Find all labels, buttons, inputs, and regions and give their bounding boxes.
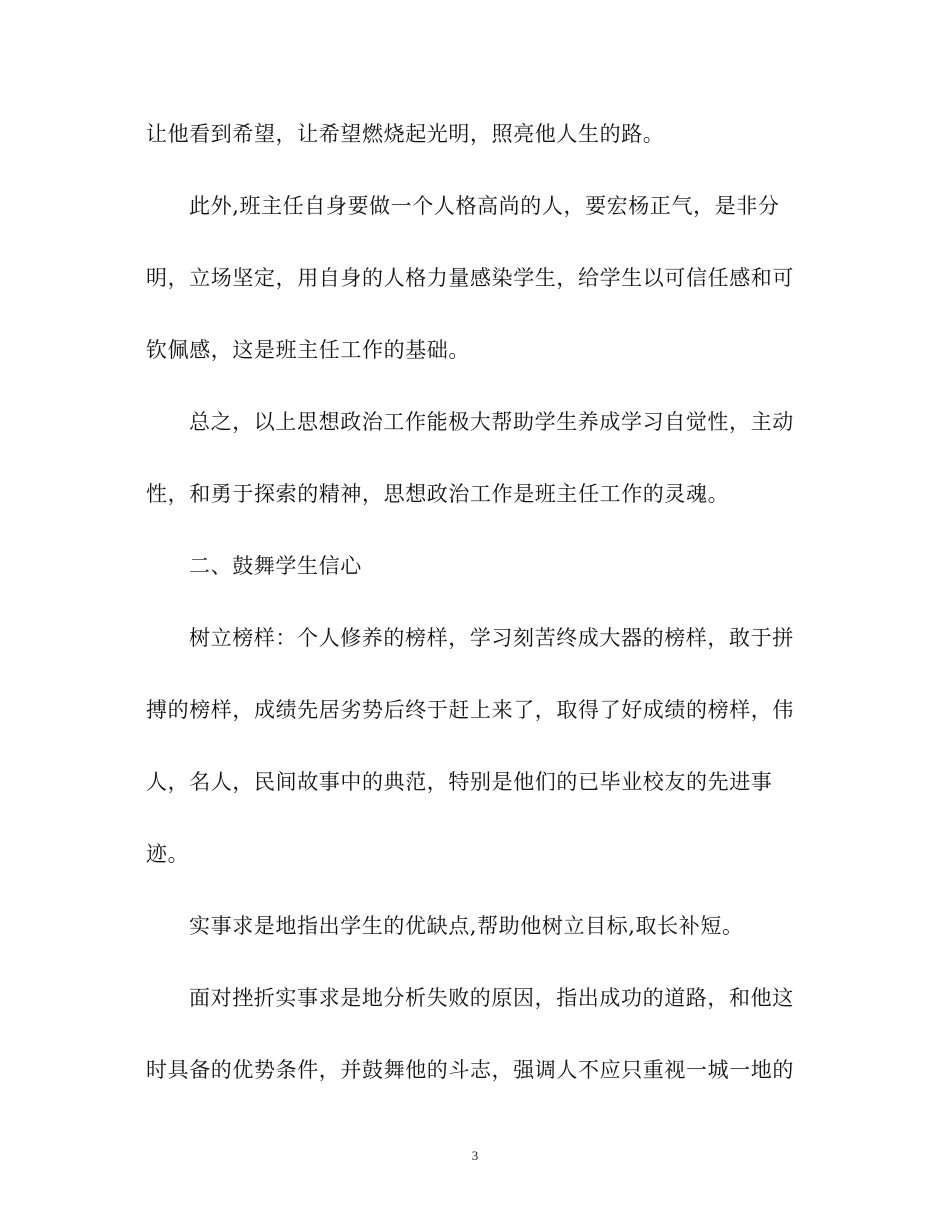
paragraph-start-line: 面对挫折实事求是地分析失败的原因，指出成功的道路，和他这 [189, 986, 794, 1010]
section-heading: 二、鼓舞学生信心 [189, 554, 362, 578]
text-line: 迹。 [146, 842, 190, 866]
paragraph-start-line: 总之，以上思想政治工作能极大帮助学生养成学习自觉性，主动 [189, 410, 794, 434]
paragraph-start-line: 树立榜样：个人修养的榜样，学习刻苦终成大器的榜样，敢于拼 [189, 626, 794, 650]
text-line: 钦佩感，这是班主任工作的基础。 [146, 338, 470, 362]
page-number: 3 [471, 1148, 479, 1163]
paragraph-start-line: 此外,班主任自身要做一个人格高尚的人，要宏杨正气，是非分 [189, 194, 780, 218]
text-line: 搏的榜样，成绩先居劣势后终于赶上来了，取得了好成绩的榜样，伟 [146, 698, 794, 722]
text-line: 性，和勇于探索的精神，思想政治工作是班主任工作的灵魂。 [146, 482, 730, 506]
paragraph-start-line: 实事求是地指出学生的优缺点,帮助他树立目标,取长补短。 [189, 914, 744, 938]
text-line: 人，名人，民间故事中的典范，特别是他们的已毕业校友的先进事 [146, 770, 773, 794]
text-line: 让他看到希望，让希望燃烧起光明，照亮他人生的路。 [146, 122, 665, 146]
text-line: 时具备的优势条件，并鼓舞他的斗志，强调人不应只重视一城一地的 [146, 1058, 794, 1082]
text-line: 明，立场坚定，用自身的人格力量感染学生，给学生以可信任感和可 [146, 266, 794, 290]
